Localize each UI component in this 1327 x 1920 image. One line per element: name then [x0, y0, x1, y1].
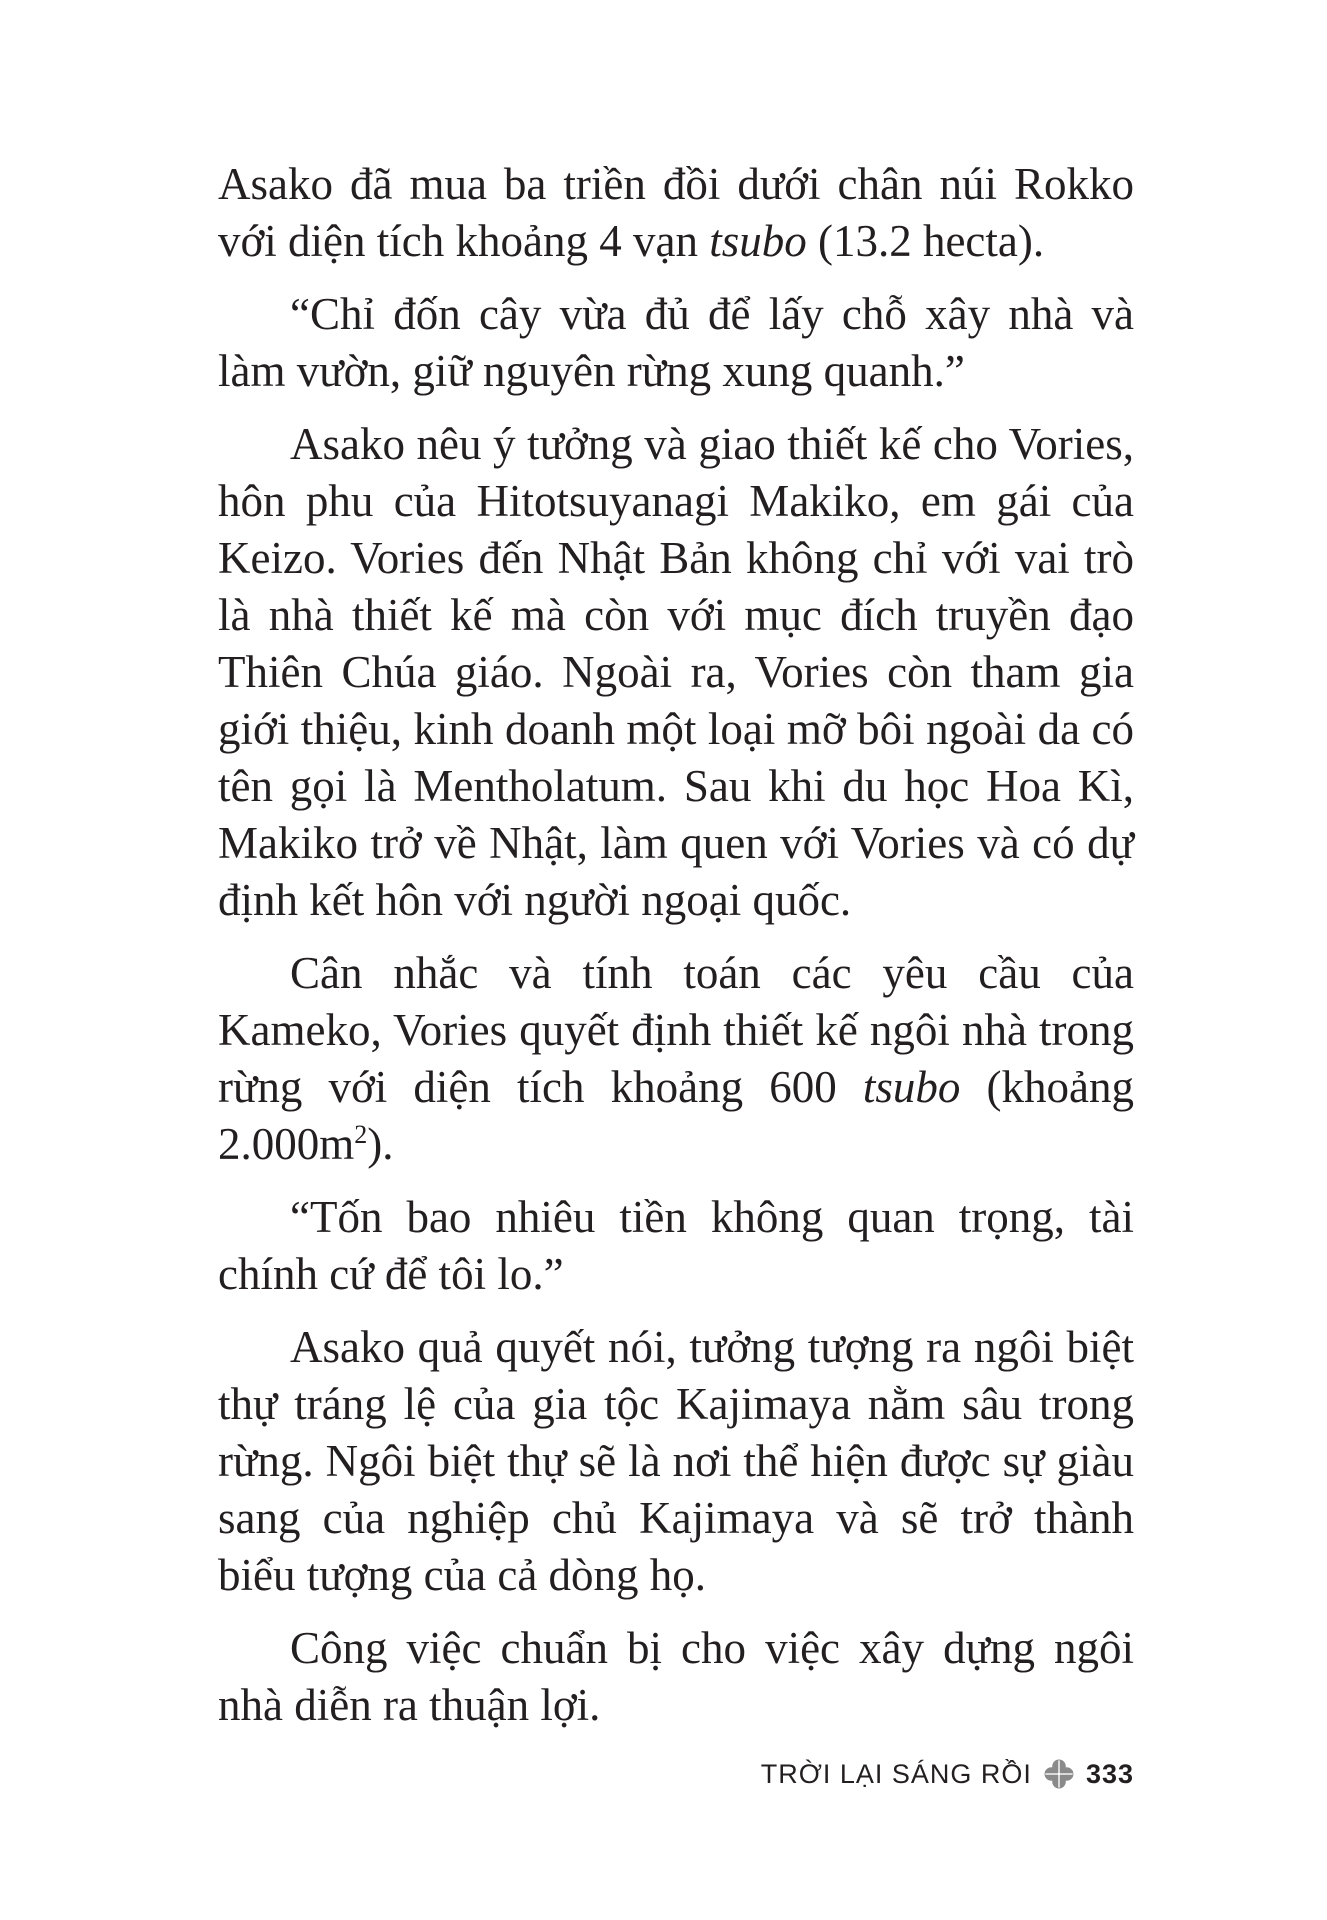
- paragraph-7: Công việc chuẩn bị cho việc xây dựng ngôi nhà diễn ra thuận lợi.: [218, 1623, 1134, 1730]
- paragraph-5: “Tốn bao nhiêu tiền không quan trọng, tài chính cứ để tôi lo.”: [218, 1192, 1134, 1299]
- page-number: 333: [1085, 1758, 1134, 1789]
- paragraph-1: Asako đã mua ba triền đồi dưới chân núi Rokko với diện tích khoảng 4 vạn tsubo (13.2 hecta).: [218, 159, 1134, 266]
- paragraph-3: Asako nêu ý tưởng và giao thiết kế cho Vories, hôn phu của Hitotsuyanagi Makiko, em gái của Keizo. Vories đến Nhật Bản không chỉ với vai trò là nhà thiết kế mà còn với mục đích truyền đạo Thiên Chúa giáo. Ngoài ra, Vories còn tham gia giới thiệu, kinh doanh một loại mỡ bôi ngoài da có tên gọi là Mentholatum. Sau khi du học Hoa Kì, Makiko trở về Nhật, làm quen với Vories và có dự định kết hôn với người ngoại quốc.: [218, 419, 1134, 925]
- running-title: TRỜI LẠI SÁNG RỒI: [760, 1758, 1032, 1789]
- clover-icon: [1042, 1757, 1076, 1791]
- page-footer: [761, 1757, 1134, 1791]
- paragraph-6: Asako quả quyết nói, tưởng tượng ra ngôi biệt thự tráng lệ của gia tộc Kajimaya nằm sâu trong rừng. Ngôi biệt thự sẽ là nơi thể hiện được sự giàu sang của nghiệp chủ Kajimaya và sẽ trở thành biểu tượng của cả dòng họ.: [218, 1322, 1134, 1600]
- paragraph-2: “Chỉ đốn cây vừa đủ để lấy chỗ xây nhà và làm vườn, giữ nguyên rừng xung quanh.”: [218, 289, 1134, 396]
- body-text: [218, 156, 1134, 1750]
- paragraph-4: Cân nhắc và tính toán các yêu cầu của Kameko, Vories quyết định thiết kế ngôi nhà trong rừng với diện tích khoảng 600 tsubo (khoảng $2.000m^2$).: [218, 948, 1134, 1169]
